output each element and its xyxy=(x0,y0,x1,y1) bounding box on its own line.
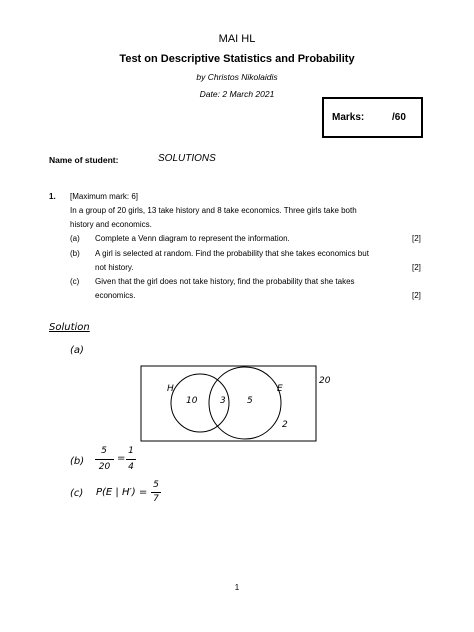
venn-label-h: H xyxy=(167,384,174,394)
student-label: Name of student: xyxy=(49,155,119,165)
b-equals: = xyxy=(117,453,126,464)
b-fraction-bar-1 xyxy=(95,459,114,460)
b-numerator-2: 1 xyxy=(128,446,134,456)
b-numerator-1: 5 xyxy=(101,446,107,456)
student-name: SOLUTIONS xyxy=(158,153,216,164)
b-denominator-2: 4 xyxy=(128,462,134,472)
max-mark: [Maximum mark: 6] xyxy=(70,192,139,201)
author-line: by Christos Nikolaidis xyxy=(196,72,278,82)
part-b-label: (b) xyxy=(70,249,80,258)
date-line: Date: 2 March 2021 xyxy=(199,89,275,99)
part-b-text-1: A girl is selected at random. Find the probability that she takes economics but xyxy=(95,249,369,258)
c-denominator: 7 xyxy=(153,494,159,504)
solution-a-label: (a) xyxy=(70,345,84,356)
b-denominator-1: 20 xyxy=(98,462,111,472)
c-expression: P(E | H′) = xyxy=(96,487,148,498)
test-title: Test on Descriptive Statistics and Probability xyxy=(119,53,355,65)
question-stem-1: In a group of 20 girls, 13 take history and 8 take economics. Three girls take both xyxy=(70,206,357,215)
part-c-marks: [2] xyxy=(412,291,421,300)
venn-e-only: 5 xyxy=(247,396,253,406)
part-c-text-1: Given that the girl does not take history, find the probability that she takes xyxy=(95,277,355,286)
question-stem-2: history and economics. xyxy=(70,220,152,229)
part-a-marks: [2] xyxy=(412,234,421,243)
venn-both: 3 xyxy=(220,396,226,406)
venn-h-only: 10 xyxy=(186,396,198,406)
b-fraction-bar-2 xyxy=(126,459,136,460)
part-b-marks: [2] xyxy=(412,263,421,272)
solution-heading: Solution xyxy=(49,322,90,333)
marks-label: Marks: xyxy=(332,112,365,123)
c-fraction-bar xyxy=(151,492,161,493)
venn-diagram xyxy=(140,365,340,445)
solution-b-label: (b) xyxy=(70,456,85,467)
c-numerator: 5 xyxy=(153,480,159,490)
solution-c-label: (c) xyxy=(70,488,84,499)
part-a-label: (a) xyxy=(70,234,80,243)
part-c-text-2: economics. xyxy=(95,291,136,300)
part-b-text-2: not history. xyxy=(95,263,134,272)
marks-box xyxy=(322,97,423,138)
venn-label-e: E xyxy=(277,384,283,394)
venn-outside: 2 xyxy=(282,420,288,430)
part-c-label: (c) xyxy=(70,277,80,286)
course-title: MAI HL xyxy=(218,33,256,45)
page-number: 1 xyxy=(234,583,240,592)
part-a-text: Complete a Venn diagram to represent the information. xyxy=(95,234,290,243)
venn-total: 20 xyxy=(319,376,331,386)
question-number: 1. xyxy=(49,192,56,201)
marks-total: /60 xyxy=(392,112,406,123)
